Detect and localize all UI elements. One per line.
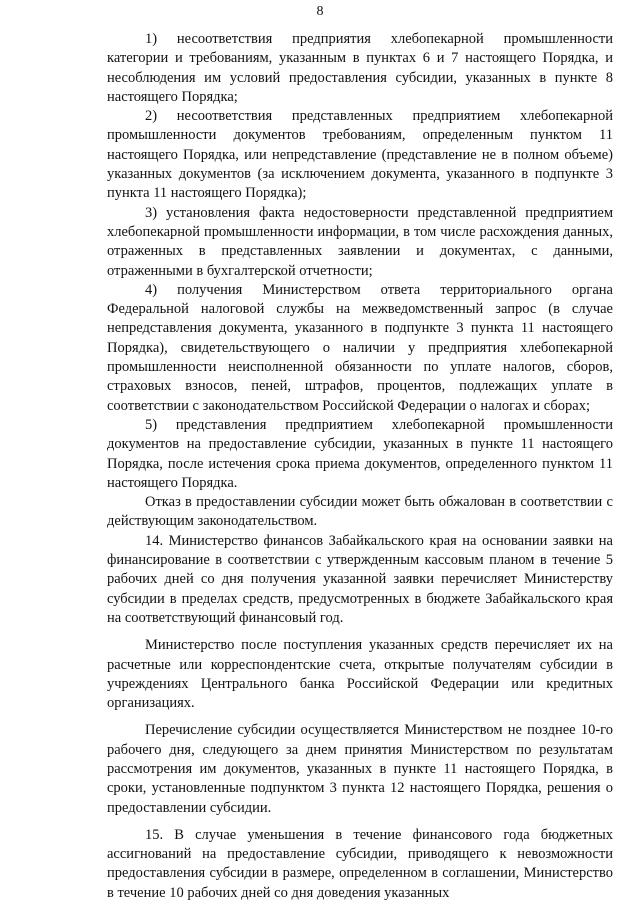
paragraph-2: 2) несоответствия представленных предприятием хлебопекарной промышленности документов требованиям, определенным пунктом 11 настоящего Порядка, или непредставление (представление не в полном объеме) указанных документов (за исключением документа, указанного в подпункте 3 пункта 11 настоящего Порядка); (107, 108, 613, 202)
page-number: 8 (316, 4, 324, 19)
paragraph-transfer: Министерство после поступления указанных средств перечисляет их на расчетные или корреспондентские счета, открытые получателям субсидии в учреждениях Центрального банка Российской Федерации или кредитных организациях. (107, 637, 613, 712)
paragraph-deadline: Перечисление субсидии осуществляется Министерством не позднее 10-го рабочего дня, следующего за днем принятия Министерством по результатам рассмотрения им документов, указанных в пункте 11 настоящего Порядка, в сроки, установленные подпунктом 3 пункта 12 настоящего Порядка, решения о предоставлении субсидии. (107, 722, 613, 816)
paragraph-15: 15. В случае уменьшения в течение финансового года бюджетных ассигнований на предоставление субсидии, приводящего к невозможности предоставления субсидии в размере, определенном в соглашении, Министерство в течение 10 рабочих дней со дня доведения указанных (107, 826, 613, 901)
paragraph-4: 4) получения Министерством ответа территориального органа Федеральной налоговой службы на межведомственный запрос (в случае непредставления документа, указанного в подпункте 3 пункта 11 настоящего Порядка), свидетельствующего о наличии у предприятия хлебопекарной промышленности неисполненной обязанности по уплате налогов, сборов, страховых взносов, пеней, штрафов, процентов, подлежащих уплате в соответствии с законодательством Российской Федерации о налогах и сборах; (107, 281, 613, 414)
paragraph-1: 1) несоответствия предприятия хлебопекарной промышленности категории и требованиям, указанным в пунктах 6 и 7 настоящего Порядка, и несоблюдения им условий предоставления субсидии, указанных в пункте 8 настоящего Порядка; (107, 31, 613, 105)
paragraph-14: 14. Министерство финансов Забайкальского края на основании заявки на финансирование в соответствии с утвержденным кассовым планом в течение 5 рабочих дней со дня получения указанной заявки перечисляет Министерству субсидии в пределах средств, предусмотренных в бюджете Забайкальского края на соответствующий финансовый год. (107, 532, 613, 626)
paragraph-5: 5) представления предприятием хлебопекарной промышленности документов на предоставление субсидии, указанных в пункте 11 настоящего Порядка, после истечения срока приема документов, определенного пунктом 11 настоящего Порядка. (107, 416, 613, 491)
paragraph-3: 3) установления факта недостоверности представленной предприятием хлебопекарной промышленности информации, в том числе расхождения данных, отраженных в представленных заявлении и документах, с данными, отраженными в бухгалтерской отчетности; (107, 204, 613, 279)
document-body (107, 30, 613, 903)
paragraph-refusal-appeal: Отказ в предоставлении субсидии может быть обжалован в соответствии с действующим законодательством. (107, 494, 613, 530)
